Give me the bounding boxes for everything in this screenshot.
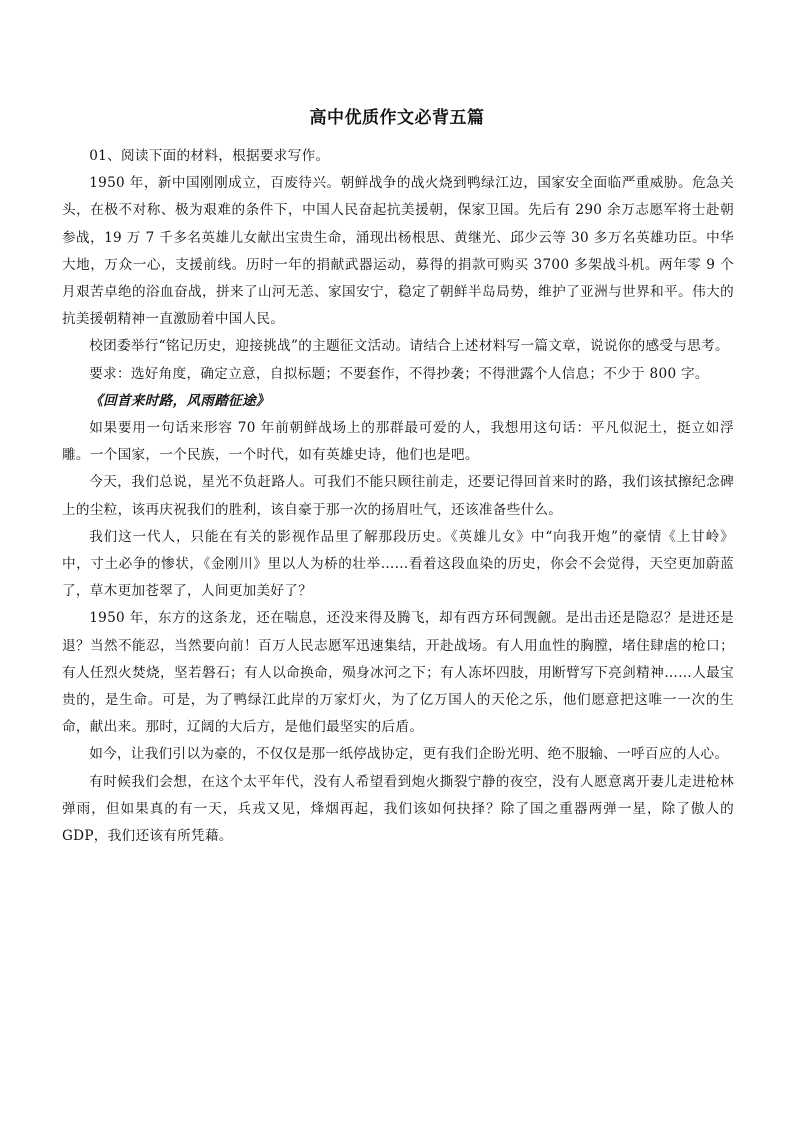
- essay-title: 《回首来时路，风雨踏征途》: [89, 392, 270, 409]
- essay-paragraph: 我们这一代人，只能在有关的影视作品里了解那段历史。《英雄儿女》中“向我开炮”的豪情《上甘岭》中，寸土必争的惨状，《金刚川》里以人为桥的壮举……看着这段血染的历史，你会不会觉得，天空更加蔚蓝了，草木更加苍翠了，人间更加美好了？: [62, 528, 734, 600]
- document-title: 高中优质作文必背五篇: [309, 108, 485, 128]
- essay-paragraph: 今天，我们总说，星光不负赶路人。可我们不能只顾往前走，还要记得回首来时的路，我们该拭擦纪念碑上的尘粒，该再庆祝我们的胜利，该自豪于那一次的扬眉吐气，还该准备些什么。: [62, 474, 734, 518]
- essay-paragraph: 有时候我们会想，在这个太平年代，没有人希望看到炮火撕裂宁静的夜空，没有人愿意离开妻儿走进枪林弹雨，但如果真的有一天，兵戎又见，烽烟再起，我们该如何抉择？除了国之重器两弹一星，除了傲人的 GDP，我们还该有所凭藉。: [62, 773, 734, 845]
- material-paragraph: 1950 年，新中国刚刚成立，百废待兴。朝鲜战争的战火烧到鸭绿江边，国家安全面临严重威胁。危急关头，在极不对称、极为艰难的条件下，中国人民奋起抗美援朝，保家卫国。先后有 290 余万志愿军将士赴朝参战，19 万 7 千多名英雄儿女献出宝贵生命，涌现出杨根思、黄继光、邱少云等 30 多万名英雄功臣。中华大地，万众一心，支援前线。历时一年的捐献武器运动，募得的捐款可购买 3700 多架战斗机。两年零 9 个月艰苦卓绝的浴血奋战，拼来了山河无恙、家国安宁，稳定了朝鲜半岛局势，维护了亚洲与世界和平。伟大的抗美援朝精神一直激励着中国人民。: [62, 175, 734, 328]
- essay-paragraph: 如今，让我们引以为豪的，不仅仅是那一纸停战协定，更有我们企盼光明、绝不服输、一呼百应的人心。: [89, 746, 729, 763]
- essay-paragraph: 1950 年，东方的这条龙，还在喘息，还没来得及腾飞，却有西方环伺觊觎。是出击还是隐忍？是进还是退？当然不能忍，当然要向前！百万人民志愿军迅速集结，开赴战场。有人用血性的胸膛，堵住肆虐的枪口；有人任烈火焚烧，坚若磐石；有人以命换命，殒身冰河之下；有人冻坏四肢，用断臂写下亮剑精神……人最宝贵的，是生命。可是，为了鸭绿江此岸的万家灯火，为了亿万国人的天伦之乐，他们愿意把这唯一一次的生命，献出来。那时，辽阔的大后方，是他们最坚实的后盾。: [62, 610, 734, 736]
- essay-paragraph: 如果要用一句话来形容 70 年前朝鲜战场上的那群最可爱的人，我想用这句话：平凡似泥土，挺立如浮雕。一个国家，一个民族，一个时代，如有英雄史诗，他们也是吧。: [62, 420, 734, 464]
- task-heading: 01、阅读下面的材料，根据要求写作。: [89, 148, 330, 164]
- prompt-paragraph: 校团委举行“铭记历史，迎接挑战”的主题征文活动。请结合上述材料写一篇文章，说说你的感受与思考。: [89, 338, 729, 355]
- requirements-paragraph: 要求：选好角度，确定立意，自拟标题；不要套作，不得抄袭；不得泄露个人信息；不少于 800 字。: [89, 365, 709, 382]
- document-body: [62, 143, 734, 850]
